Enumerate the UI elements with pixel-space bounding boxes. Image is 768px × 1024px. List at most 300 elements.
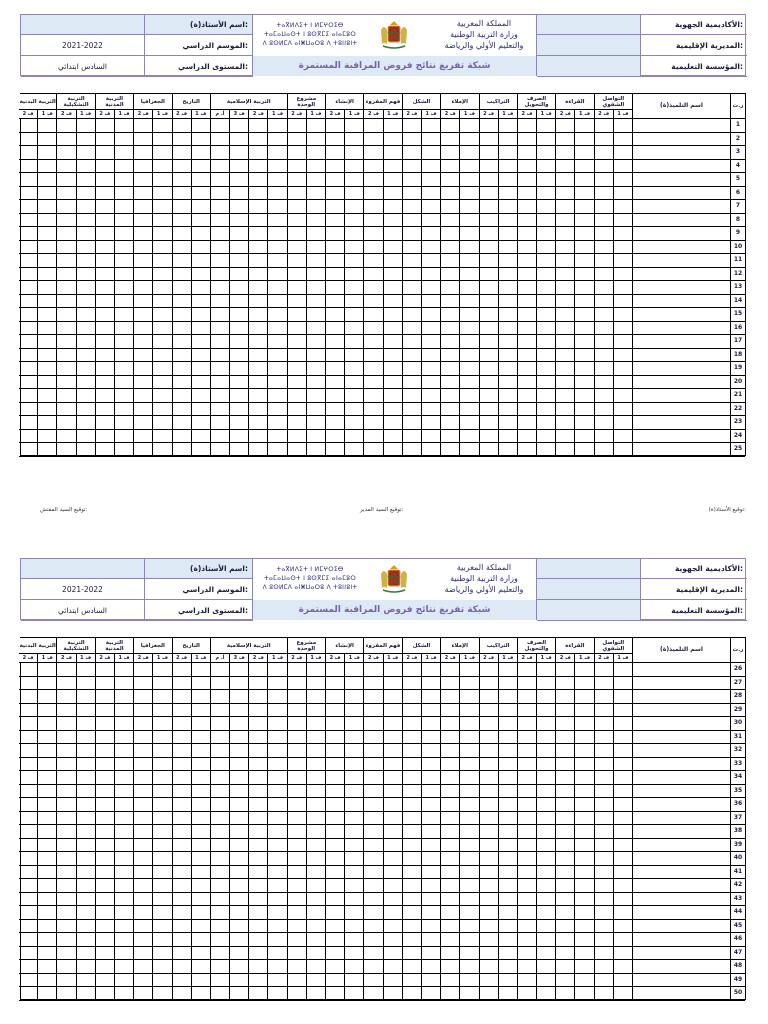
grade-cell[interactable]: [345, 227, 364, 241]
grade-cell[interactable]: [38, 677, 57, 691]
grade-cell[interactable]: [537, 281, 556, 295]
grade-cell[interactable]: [480, 254, 499, 268]
grade-cell[interactable]: [230, 308, 249, 322]
grade-cell[interactable]: [556, 227, 575, 241]
grade-cell[interactable]: [288, 852, 307, 866]
grade-cell[interactable]: [403, 335, 422, 349]
grade-cell[interactable]: [480, 974, 499, 988]
grade-cell[interactable]: [595, 403, 614, 417]
grade-cell[interactable]: [153, 160, 172, 174]
grade-cell[interactable]: [556, 893, 575, 907]
grade-cell[interactable]: [345, 704, 364, 718]
grade-cell[interactable]: [307, 173, 326, 187]
grade-cell[interactable]: [115, 744, 134, 758]
grade-cell[interactable]: [288, 146, 307, 160]
grade-cell[interactable]: [115, 690, 134, 704]
grade-cell[interactable]: [77, 731, 96, 745]
grade-cell[interactable]: [134, 690, 153, 704]
grade-cell[interactable]: [518, 677, 537, 691]
grade-cell[interactable]: [211, 187, 230, 201]
grade-cell[interactable]: [77, 335, 96, 349]
grade-cell[interactable]: [422, 443, 441, 457]
grade-cell[interactable]: [153, 281, 172, 295]
grade-cell[interactable]: [403, 920, 422, 934]
grade-cell[interactable]: [211, 254, 230, 268]
grade-cell[interactable]: [57, 663, 76, 677]
grade-cell[interactable]: [537, 362, 556, 376]
grade-cell[interactable]: [384, 214, 403, 228]
grade-cell[interactable]: [230, 758, 249, 772]
grade-cell[interactable]: [173, 974, 192, 988]
grade-cell[interactable]: [173, 241, 192, 255]
grade-cell[interactable]: [614, 717, 633, 731]
grade-cell[interactable]: [230, 744, 249, 758]
grade-cell[interactable]: [230, 852, 249, 866]
student-name-cell[interactable]: [633, 704, 731, 718]
grade-cell[interactable]: [19, 866, 38, 880]
grade-cell[interactable]: [384, 987, 403, 1001]
student-name-cell[interactable]: [633, 349, 731, 363]
grade-cell[interactable]: [518, 214, 537, 228]
grade-cell[interactable]: [345, 785, 364, 799]
grade-cell[interactable]: [307, 119, 326, 133]
grade-cell[interactable]: [115, 376, 134, 390]
grade-cell[interactable]: [460, 744, 479, 758]
grade-cell[interactable]: [115, 295, 134, 309]
grade-cell[interactable]: [268, 335, 287, 349]
grade-cell[interactable]: [384, 322, 403, 336]
grade-cell[interactable]: [38, 173, 57, 187]
grade-cell[interactable]: [307, 690, 326, 704]
grade-cell[interactable]: [460, 866, 479, 880]
grade-cell[interactable]: [19, 430, 38, 444]
grade-cell[interactable]: [77, 798, 96, 812]
grade-cell[interactable]: [173, 906, 192, 920]
grade-cell[interactable]: [556, 717, 575, 731]
grade-cell[interactable]: [384, 879, 403, 893]
grade-cell[interactable]: [441, 663, 460, 677]
grade-cell[interactable]: [96, 677, 115, 691]
grade-cell[interactable]: [384, 717, 403, 731]
grade-cell[interactable]: [268, 443, 287, 457]
grade-cell[interactable]: [307, 200, 326, 214]
grade-cell[interactable]: [134, 677, 153, 691]
grade-cell[interactable]: [364, 443, 383, 457]
grade-cell[interactable]: [575, 295, 594, 309]
grade-cell[interactable]: [96, 663, 115, 677]
grade-cell[interactable]: [441, 133, 460, 147]
grade-cell[interactable]: [326, 187, 345, 201]
grade-cell[interactable]: [614, 241, 633, 255]
grade-cell[interactable]: [537, 443, 556, 457]
grade-cell[interactable]: [268, 227, 287, 241]
grade-cell[interactable]: [384, 241, 403, 255]
grade-cell[interactable]: [575, 443, 594, 457]
grade-cell[interactable]: [211, 119, 230, 133]
grade-cell[interactable]: [153, 443, 172, 457]
grade-cell[interactable]: [595, 812, 614, 826]
grade-cell[interactable]: [575, 133, 594, 147]
grade-cell[interactable]: [364, 771, 383, 785]
grade-cell[interactable]: [441, 403, 460, 417]
grade-cell[interactable]: [288, 744, 307, 758]
grade-cell[interactable]: [211, 825, 230, 839]
grade-cell[interactable]: [211, 200, 230, 214]
grade-cell[interactable]: [441, 920, 460, 934]
grade-cell[interactable]: [211, 322, 230, 336]
grade-cell[interactable]: [345, 160, 364, 174]
grade-cell[interactable]: [96, 227, 115, 241]
grade-cell[interactable]: [211, 879, 230, 893]
grade-cell[interactable]: [134, 974, 153, 988]
grade-cell[interactable]: [153, 947, 172, 961]
grade-cell[interactable]: [518, 771, 537, 785]
grade-cell[interactable]: [595, 160, 614, 174]
grade-cell[interactable]: [307, 403, 326, 417]
grade-cell[interactable]: [345, 119, 364, 133]
grade-cell[interactable]: [441, 798, 460, 812]
student-name-cell[interactable]: [633, 731, 731, 745]
student-name-cell[interactable]: [633, 920, 731, 934]
grade-cell[interactable]: [384, 295, 403, 309]
grade-cell[interactable]: [173, 893, 192, 907]
grade-cell[interactable]: [480, 825, 499, 839]
student-name-cell[interactable]: [633, 825, 731, 839]
grade-cell[interactable]: [422, 187, 441, 201]
grade-cell[interactable]: [403, 812, 422, 826]
grade-cell[interactable]: [326, 349, 345, 363]
grade-cell[interactable]: [38, 268, 57, 282]
grade-cell[interactable]: [480, 717, 499, 731]
grade-cell[interactable]: [57, 677, 76, 691]
grade-cell[interactable]: [153, 335, 172, 349]
grade-cell[interactable]: [518, 119, 537, 133]
grade-cell[interactable]: [115, 241, 134, 255]
grade-cell[interactable]: [441, 187, 460, 201]
grade-cell[interactable]: [326, 717, 345, 731]
grade-cell[interactable]: [38, 744, 57, 758]
grade-cell[interactable]: [249, 389, 268, 403]
grade-cell[interactable]: [153, 295, 172, 309]
grade-cell[interactable]: [537, 852, 556, 866]
grade-cell[interactable]: [364, 416, 383, 430]
grade-cell[interactable]: [575, 268, 594, 282]
grade-cell[interactable]: [537, 825, 556, 839]
grade-cell[interactable]: [480, 403, 499, 417]
grade-cell[interactable]: [96, 160, 115, 174]
grade-cell[interactable]: [19, 812, 38, 826]
grade-cell[interactable]: [153, 254, 172, 268]
grade-cell[interactable]: [288, 879, 307, 893]
grade-cell[interactable]: [364, 974, 383, 988]
grade-cell[interactable]: [595, 295, 614, 309]
grade-cell[interactable]: [134, 879, 153, 893]
grade-cell[interactable]: [288, 200, 307, 214]
grade-cell[interactable]: [249, 187, 268, 201]
grade-cell[interactable]: [345, 825, 364, 839]
grade-cell[interactable]: [403, 187, 422, 201]
grade-cell[interactable]: [556, 960, 575, 974]
grade-cell[interactable]: [57, 987, 76, 1001]
grade-cell[interactable]: [38, 227, 57, 241]
grade-cell[interactable]: [153, 663, 172, 677]
grade-cell[interactable]: [134, 825, 153, 839]
grade-cell[interactable]: [268, 704, 287, 718]
grade-cell[interactable]: [326, 839, 345, 853]
grade-cell[interactable]: [134, 717, 153, 731]
grade-cell[interactable]: [460, 281, 479, 295]
grade-cell[interactable]: [307, 133, 326, 147]
grade-cell[interactable]: [460, 335, 479, 349]
grade-cell[interactable]: [480, 663, 499, 677]
grade-cell[interactable]: [326, 960, 345, 974]
grade-cell[interactable]: [537, 200, 556, 214]
grade-cell[interactable]: [518, 268, 537, 282]
grade-cell[interactable]: [384, 227, 403, 241]
grade-cell[interactable]: [537, 241, 556, 255]
grade-cell[interactable]: [480, 335, 499, 349]
grade-cell[interactable]: [38, 866, 57, 880]
grade-cell[interactable]: [211, 403, 230, 417]
grade-cell[interactable]: [268, 241, 287, 255]
grade-cell[interactable]: [288, 322, 307, 336]
grade-cell[interactable]: [422, 663, 441, 677]
grade-cell[interactable]: [364, 866, 383, 880]
grade-cell[interactable]: [307, 281, 326, 295]
grade-cell[interactable]: [307, 893, 326, 907]
grade-cell[interactable]: [480, 879, 499, 893]
grade-cell[interactable]: [153, 227, 172, 241]
grade-cell[interactable]: [57, 839, 76, 853]
grade-cell[interactable]: [173, 690, 192, 704]
grade-cell[interactable]: [518, 906, 537, 920]
grade-cell[interactable]: [518, 960, 537, 974]
grade-cell[interactable]: [575, 227, 594, 241]
grade-cell[interactable]: [249, 133, 268, 147]
grade-cell[interactable]: [422, 173, 441, 187]
grade-cell[interactable]: [192, 349, 211, 363]
grade-cell[interactable]: [77, 227, 96, 241]
grade-cell[interactable]: [537, 349, 556, 363]
grade-cell[interactable]: [153, 416, 172, 430]
grade-cell[interactable]: [134, 281, 153, 295]
grade-cell[interactable]: [307, 920, 326, 934]
grade-cell[interactable]: [595, 731, 614, 745]
grade-cell[interactable]: [422, 839, 441, 853]
grade-cell[interactable]: [249, 717, 268, 731]
grade-cell[interactable]: [422, 335, 441, 349]
grade-cell[interactable]: [249, 879, 268, 893]
grade-cell[interactable]: [595, 119, 614, 133]
grade-cell[interactable]: [173, 798, 192, 812]
grade-cell[interactable]: [460, 947, 479, 961]
grade-cell[interactable]: [57, 187, 76, 201]
grade-cell[interactable]: [614, 947, 633, 961]
grade-cell[interactable]: [556, 704, 575, 718]
grade-cell[interactable]: [115, 227, 134, 241]
student-name-cell[interactable]: [633, 254, 731, 268]
grade-cell[interactable]: [77, 389, 96, 403]
grade-cell[interactable]: [153, 362, 172, 376]
grade-cell[interactable]: [537, 187, 556, 201]
grade-cell[interactable]: [384, 866, 403, 880]
grade-cell[interactable]: [249, 241, 268, 255]
grade-cell[interactable]: [249, 758, 268, 772]
grade-cell[interactable]: [403, 879, 422, 893]
grade-cell[interactable]: [460, 987, 479, 1001]
grade-cell[interactable]: [537, 389, 556, 403]
grade-cell[interactable]: [480, 987, 499, 1001]
grade-cell[interactable]: [422, 920, 441, 934]
grade-cell[interactable]: [326, 663, 345, 677]
grade-cell[interactable]: [77, 717, 96, 731]
grade-cell[interactable]: [77, 852, 96, 866]
grade-cell[interactable]: [96, 731, 115, 745]
grade-cell[interactable]: [575, 403, 594, 417]
grade-cell[interactable]: [249, 906, 268, 920]
grade-cell[interactable]: [19, 717, 38, 731]
grade-cell[interactable]: [326, 866, 345, 880]
grade-cell[interactable]: [614, 825, 633, 839]
grade-cell[interactable]: [77, 295, 96, 309]
grade-cell[interactable]: [173, 744, 192, 758]
grade-cell[interactable]: [595, 268, 614, 282]
grade-cell[interactable]: [575, 839, 594, 853]
grade-cell[interactable]: [115, 731, 134, 745]
grade-cell[interactable]: [499, 389, 518, 403]
grade-cell[interactable]: [19, 173, 38, 187]
grade-cell[interactable]: [422, 690, 441, 704]
grade-cell[interactable]: [268, 879, 287, 893]
grade-cell[interactable]: [403, 119, 422, 133]
grade-cell[interactable]: [403, 704, 422, 718]
grade-cell[interactable]: [480, 173, 499, 187]
grade-cell[interactable]: [173, 839, 192, 853]
grade-cell[interactable]: [96, 173, 115, 187]
grade-cell[interactable]: [441, 933, 460, 947]
grade-cell[interactable]: [268, 214, 287, 228]
grade-cell[interactable]: [556, 416, 575, 430]
grade-cell[interactable]: [345, 663, 364, 677]
grade-cell[interactable]: [268, 960, 287, 974]
grade-cell[interactable]: [345, 416, 364, 430]
grade-cell[interactable]: [518, 430, 537, 444]
grade-cell[interactable]: [77, 133, 96, 147]
grade-cell[interactable]: [480, 146, 499, 160]
grade-cell[interactable]: [537, 947, 556, 961]
grade-cell[interactable]: [57, 254, 76, 268]
grade-cell[interactable]: [192, 227, 211, 241]
grade-cell[interactable]: [575, 771, 594, 785]
grade-cell[interactable]: [595, 133, 614, 147]
grade-cell[interactable]: [556, 268, 575, 282]
student-name-cell[interactable]: [633, 852, 731, 866]
grade-cell[interactable]: [268, 430, 287, 444]
grade-cell[interactable]: [460, 677, 479, 691]
grade-cell[interactable]: [249, 825, 268, 839]
grade-cell[interactable]: [499, 731, 518, 745]
grade-cell[interactable]: [556, 947, 575, 961]
grade-cell[interactable]: [326, 376, 345, 390]
grade-cell[interactable]: [96, 295, 115, 309]
grade-cell[interactable]: [153, 879, 172, 893]
grade-cell[interactable]: [345, 974, 364, 988]
grade-cell[interactable]: [537, 866, 556, 880]
grade-cell[interactable]: [460, 376, 479, 390]
grade-cell[interactable]: [460, 403, 479, 417]
grade-cell[interactable]: [115, 362, 134, 376]
grade-cell[interactable]: [211, 933, 230, 947]
grade-cell[interactable]: [518, 852, 537, 866]
grade-cell[interactable]: [575, 960, 594, 974]
grade-cell[interactable]: [537, 133, 556, 147]
grade-cell[interactable]: [499, 663, 518, 677]
grade-cell[interactable]: [153, 974, 172, 988]
grade-cell[interactable]: [537, 295, 556, 309]
grade-cell[interactable]: [537, 920, 556, 934]
grade-cell[interactable]: [77, 214, 96, 228]
grade-cell[interactable]: [499, 798, 518, 812]
grade-cell[interactable]: [211, 227, 230, 241]
grade-cell[interactable]: [268, 947, 287, 961]
grade-cell[interactable]: [230, 389, 249, 403]
grade-cell[interactable]: [364, 960, 383, 974]
grade-cell[interactable]: [575, 308, 594, 322]
grade-cell[interactable]: [77, 430, 96, 444]
grade-cell[interactable]: [326, 771, 345, 785]
grade-cell[interactable]: [403, 254, 422, 268]
grade-cell[interactable]: [480, 308, 499, 322]
grade-cell[interactable]: [384, 349, 403, 363]
grade-cell[interactable]: [153, 812, 172, 826]
grade-cell[interactable]: [614, 731, 633, 745]
grade-cell[interactable]: [249, 690, 268, 704]
grade-cell[interactable]: [556, 133, 575, 147]
grade-cell[interactable]: [57, 960, 76, 974]
grade-cell[interactable]: [249, 335, 268, 349]
grade-cell[interactable]: [460, 133, 479, 147]
grade-cell[interactable]: [326, 173, 345, 187]
grade-cell[interactable]: [115, 866, 134, 880]
grade-cell[interactable]: [38, 906, 57, 920]
grade-cell[interactable]: [211, 173, 230, 187]
grade-cell[interactable]: [364, 322, 383, 336]
grade-cell[interactable]: [57, 281, 76, 295]
grade-cell[interactable]: [38, 403, 57, 417]
grade-cell[interactable]: [480, 227, 499, 241]
grade-cell[interactable]: [19, 933, 38, 947]
grade-cell[interactable]: [614, 771, 633, 785]
grade-cell[interactable]: [575, 173, 594, 187]
grade-cell[interactable]: [288, 758, 307, 772]
grade-cell[interactable]: [441, 146, 460, 160]
grade-cell[interactable]: [422, 879, 441, 893]
grade-cell[interactable]: [518, 160, 537, 174]
grade-cell[interactable]: [460, 758, 479, 772]
grade-cell[interactable]: [268, 744, 287, 758]
grade-cell[interactable]: [288, 173, 307, 187]
grade-cell[interactable]: [345, 443, 364, 457]
grade-cell[interactable]: [307, 744, 326, 758]
grade-cell[interactable]: [326, 798, 345, 812]
grade-cell[interactable]: [77, 376, 96, 390]
grade-cell[interactable]: [556, 798, 575, 812]
grade-cell[interactable]: [268, 119, 287, 133]
grade-cell[interactable]: [575, 214, 594, 228]
grade-cell[interactable]: [173, 443, 192, 457]
grade-cell[interactable]: [460, 852, 479, 866]
grade-cell[interactable]: [518, 690, 537, 704]
